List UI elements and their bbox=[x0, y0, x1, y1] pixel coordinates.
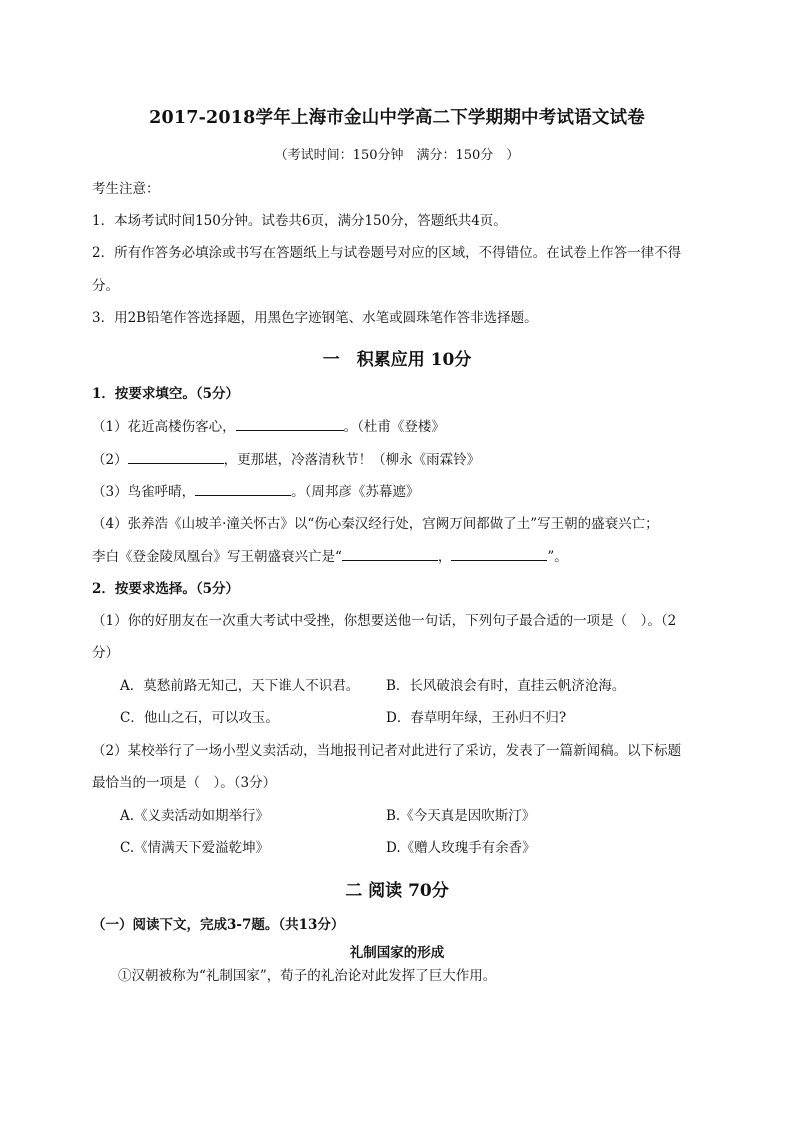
q1-l2-post: ，更那堪，冷落清秋节！（柳永《雨霖铃》 bbox=[223, 452, 481, 468]
q2-p1-option-d: D．春草明年绿，王孙归不归? bbox=[386, 710, 567, 726]
q1-l5-post: ”。 bbox=[547, 549, 568, 565]
q1-line-4: （4）张养浩《山坡羊·潼关怀古》以“伤心秦汉经行处，宫阙万间都做了土”写王朝的盛衰兴亡； bbox=[92, 516, 659, 532]
article-paragraph-1: ①汉朝被称为“礼制国家”，荀子的礼治论对此发挥了巨大作用。 bbox=[118, 968, 497, 984]
q2-p2-option-b: B.《今天真是因吹斯汀》 bbox=[386, 808, 536, 824]
q1-l2-pre: （2） bbox=[92, 452, 128, 468]
notice-heading: 考生注意： bbox=[92, 181, 160, 197]
q1-line-5 bbox=[92, 546, 568, 567]
q2-p2-option-c: C.《情满天下爱溢乾坤》 bbox=[120, 840, 270, 856]
q1-l3-post: 。（周邦彦《苏幕遮》 bbox=[291, 484, 420, 500]
answer-blank[interactable] bbox=[128, 449, 224, 464]
q1-heading: 1．按要求填空。（5分） bbox=[92, 386, 240, 402]
notice-item-1: 1．本场考试时间150分钟。试卷共6页，满分150分，答题纸共4页。 bbox=[92, 213, 507, 229]
q2-p1-line-1: （1）你的好朋友在一次重大考试中受挫，你想要送他一句话，下列句子最合适的一项是（ ）。（2 bbox=[92, 613, 677, 629]
notice-item-3: 3．用2B铅笔作答选择题，用黑色字迹钢笔、水笔或圆珠笔作答非选择题。 bbox=[92, 310, 538, 326]
q1-l1-pre: （1）花近高楼伤客心， bbox=[92, 419, 236, 435]
q1-line-1 bbox=[92, 416, 445, 437]
answer-blank[interactable] bbox=[342, 546, 438, 561]
q1-l1-post: 。（杜甫《登楼》 bbox=[343, 419, 445, 435]
q2-p2-line-1: （2）某校举行了一场小型义卖活动，当地报刊记者对此进行了采访，发表了一篇新闻稿。以下标题 bbox=[92, 743, 682, 759]
exam-title: 2017-2018学年上海市金山中学高二下学期期中考试语文试卷 bbox=[149, 108, 645, 128]
q1-line-2 bbox=[92, 449, 480, 470]
section1-title: 一 积累应用 10分 bbox=[322, 350, 472, 370]
answer-blank[interactable] bbox=[451, 546, 547, 561]
q2-p2-option-a: A.《义卖活动如期举行》 bbox=[120, 808, 270, 824]
q2-p1-option-b: B．长风破浪会有时，直挂云帆济沧海。 bbox=[386, 678, 626, 694]
q2-p1-option-a: A．莫愁前路无知己，天下谁人不识君。 bbox=[120, 678, 360, 694]
q2-heading: 2．按要求选择。（5分） bbox=[92, 581, 240, 597]
q1-l5-mid: ， bbox=[437, 549, 452, 565]
notice-item-2-cont: 分。 bbox=[92, 278, 119, 294]
answer-blank[interactable] bbox=[195, 481, 291, 496]
q1-l3-pre: （3）鸟雀呼晴， bbox=[92, 484, 196, 500]
exam-subtitle: （考试时间：150分钟 满分：150分 ） bbox=[274, 148, 520, 163]
q1-line-3 bbox=[92, 481, 419, 502]
q2-p1-line-2: 分） bbox=[92, 645, 119, 661]
answer-blank[interactable] bbox=[236, 416, 344, 431]
q2-p1-option-c: C．他山之石，可以攻玉。 bbox=[120, 710, 279, 726]
part1-heading: （一）阅读下文，完成3-7题。（共13分） bbox=[92, 917, 345, 933]
q2-p2-option-d: D.《赠人玫瑰手有余香》 bbox=[386, 840, 536, 856]
article-title: 礼制国家的形成 bbox=[349, 945, 445, 961]
q2-p2-line-2: 最恰当的一项是（ ）。（3分） bbox=[92, 775, 277, 791]
section2-title: 二 阅读 70分 bbox=[345, 881, 449, 901]
notice-item-2: 2．所有作答务必填涂或书写在答题纸上与试卷题号对应的区域，不得错位。在试卷上作答一律不得 bbox=[92, 245, 682, 261]
q1-l5-pre: 李白《登金陵凤凰台》写王朝盛衰兴亡是“ bbox=[92, 549, 342, 565]
